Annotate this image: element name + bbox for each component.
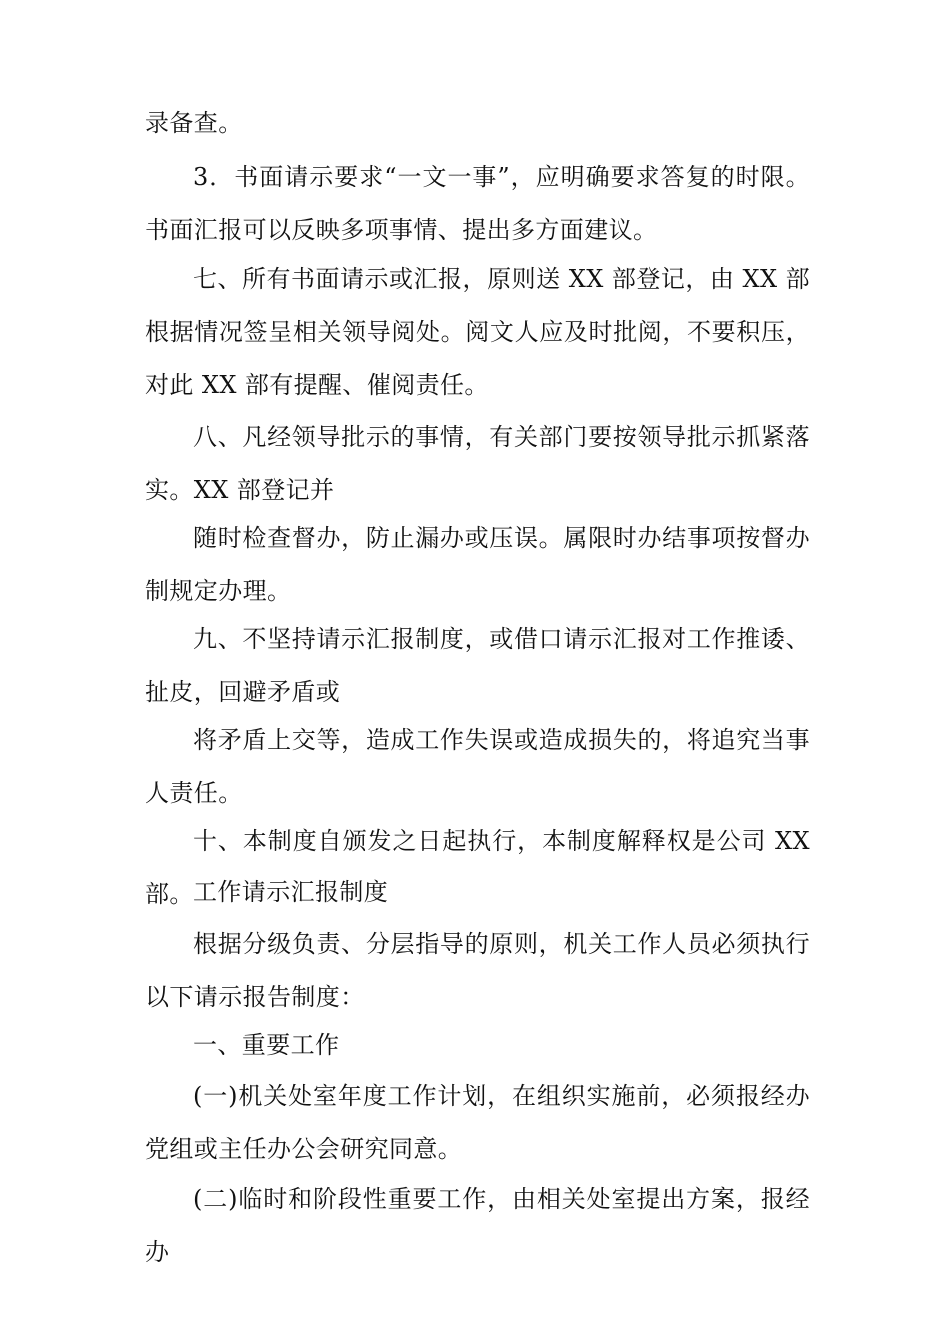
paragraph-12: (一)机关处室年度工作计划，在组织实施前，必须报经办党组或主任办公会研究同意。 xyxy=(145,1082,810,1163)
paragraph-4: 八、凡经领导批示的事情，有关部门要按领导批示抓紧落实。XX 部登记并 xyxy=(145,423,810,504)
paragraph-13: (二)临时和阶段性重要工作，由相关处室提出方案，报经办 xyxy=(145,1185,810,1266)
paragraph-6: 九、不坚持请示汇报制度，或借口请示汇报对工作推诿、扯皮，回避矛盾或 xyxy=(145,625,810,706)
heading-important-work: 一、重要工作 xyxy=(193,1031,340,1059)
paragraph-3: 七、所有书面请示或汇报，原则送 XX 部登记，由 XX 部根据情况签呈相关领导阅处。阅文人应及时批阅，不要积压，对此 XX 部有提醒、催阅责任。 xyxy=(145,265,810,399)
paragraph-1: 录备查。 xyxy=(145,109,243,137)
paragraph-5: 随时检查督办，防止漏办或压误。属限时办结事项按督办制规定办理。 xyxy=(145,524,810,605)
paragraph-8: 十、本制度自颁发之日起执行，本制度解释权是公司 XX 部。 xyxy=(145,827,810,908)
paragraph-7: 将矛盾上交等，造成工作失误或造成损失的，将追究当事人责任。 xyxy=(145,726,810,807)
paragraph-10: 根据分级负责、分层指导的原则，机关工作人员必须执行以下请示报告制度： xyxy=(145,930,810,1011)
section-title: 工作请示汇报制度 xyxy=(193,878,389,906)
paragraph-2: 3．书面请示要求“一文一事”，应明确要求答复的时限。书面汇报可以反映多项事情、提出多方面建议。 xyxy=(145,163,810,244)
